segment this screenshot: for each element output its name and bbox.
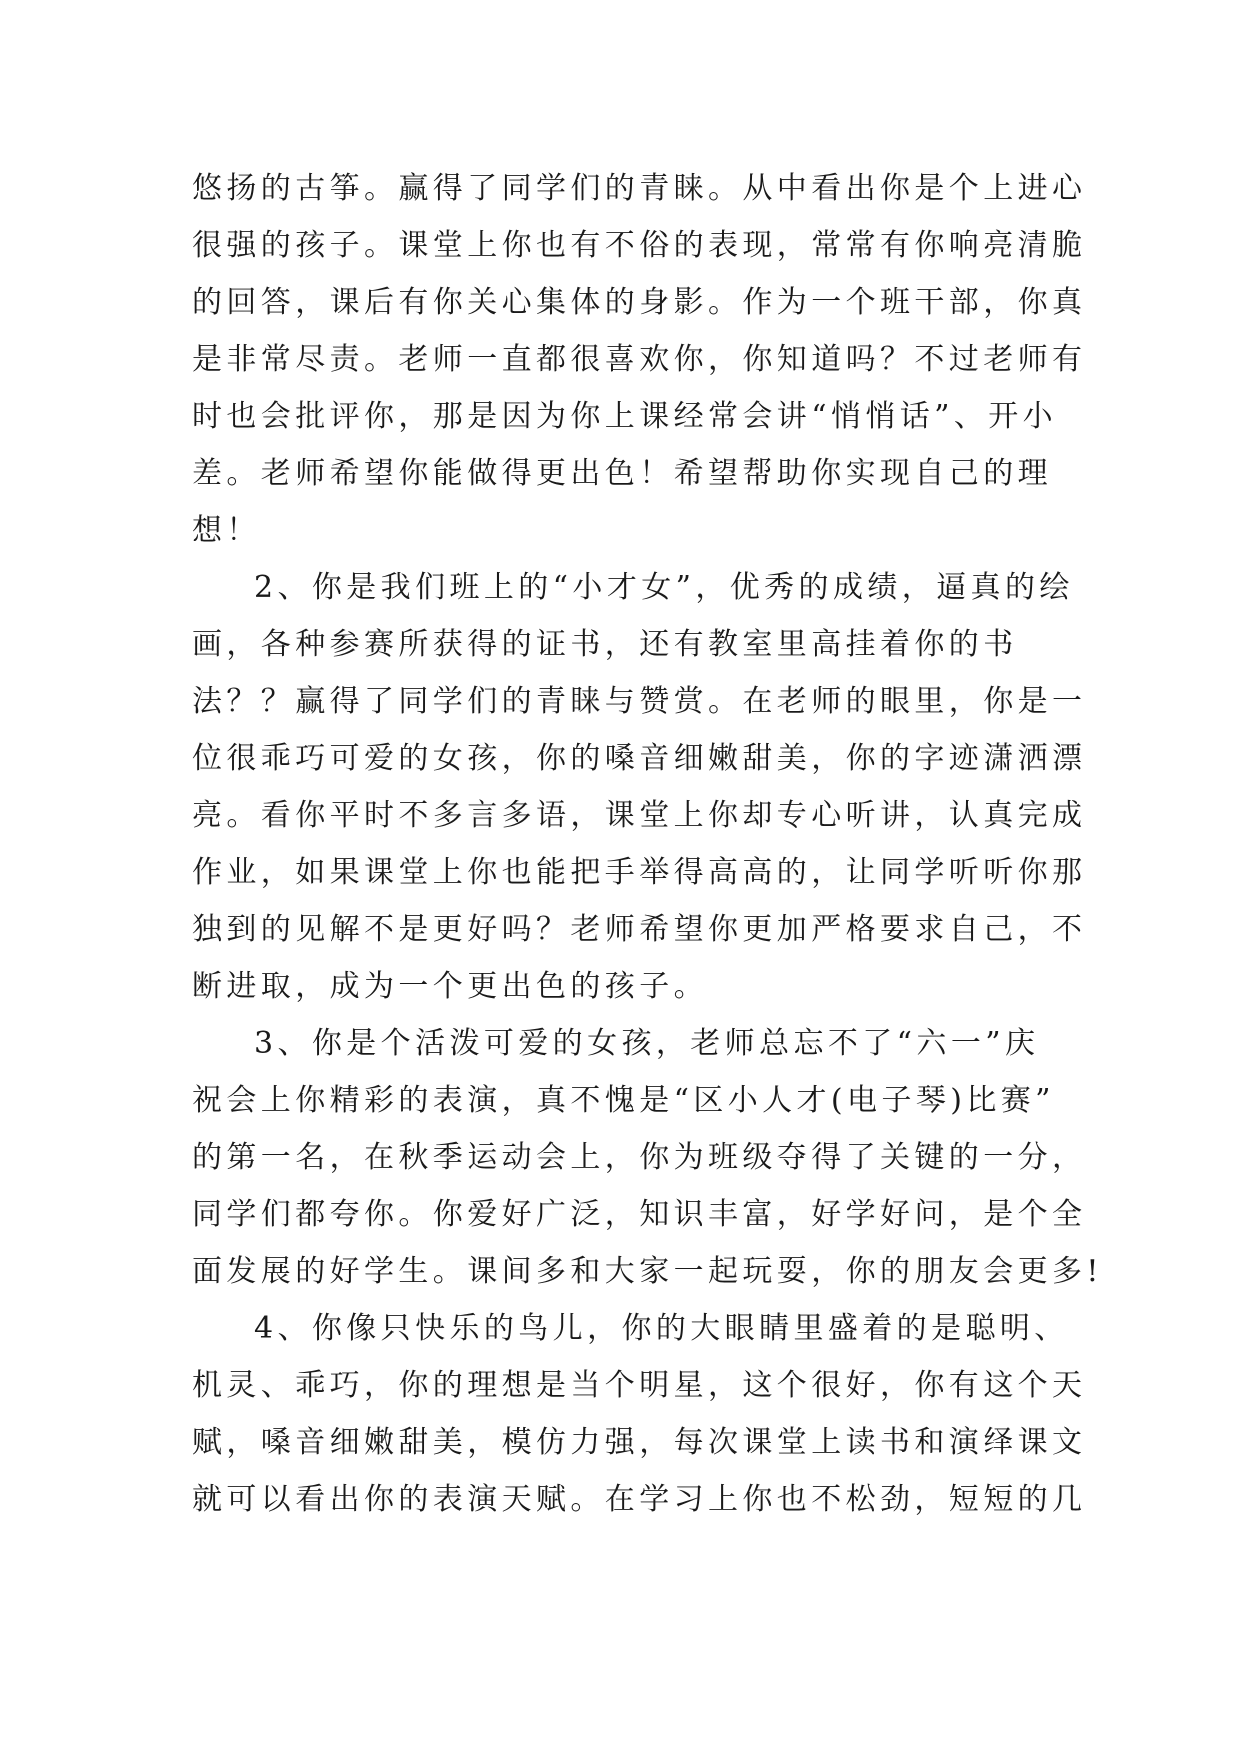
text-line: 差。老师希望你能做得更出色！希望帮助你实现自己的理 <box>192 456 1052 491</box>
document-body <box>192 160 1103 1528</box>
text-line: 的回答，课后有你关心集体的身影。作为一个班干部，你真 <box>192 285 1087 320</box>
text-line: 时也会批评你，那是因为你上课经常会讲“悄悄话”、开小 <box>192 399 1058 434</box>
text-line: 想！ <box>192 513 261 548</box>
text-line: 就可以看出你的表演天赋。在学习上你也不松劲，短短的几 <box>192 1482 1087 1517</box>
text-line: 作业，如果课堂上你也能把手举得高高的，让同学听听你那 <box>192 855 1087 890</box>
text-line: 断进取，成为一个更出色的孩子。 <box>192 969 708 1004</box>
text-line: 祝会上你精彩的表演，真不愧是“区小人才(电子琴)比赛” <box>192 1083 1055 1118</box>
text-line: 2、你是我们班上的“小才女”，优秀的成绩，逼真的绘 <box>254 570 1074 605</box>
paragraph-2 <box>192 559 1087 1015</box>
text-line: 独到的见解不是更好吗？老师希望你更加严格要求自己，不 <box>192 912 1087 947</box>
paragraph-1 <box>192 160 1087 559</box>
text-line: 机灵、乖巧，你的理想是当个明星，这个很好，你有这个天 <box>192 1368 1087 1403</box>
text-line: 4、你像只快乐的鸟儿，你的大眼睛里盛着的是聪明、 <box>254 1311 1069 1346</box>
text-line: 面发展的好学生。课间多和大家一起玩耍，你的朋友会更多! <box>192 1254 1103 1289</box>
text-line: 法？？赢得了同学们的青睐与赞赏。在老师的眼里，你是一 <box>192 684 1087 719</box>
paragraph-3 <box>192 1015 1103 1300</box>
text-line: 的第一名，在秋季运动会上，你为班级夺得了关键的一分， <box>192 1140 1087 1175</box>
text-line: 位很乖巧可爱的女孩，你的嗓音细嫩甜美，你的字迹潇洒漂 <box>192 741 1087 776</box>
text-line: 赋，嗓音细嫩甜美，模仿力强，每次课堂上读书和演绎课文 <box>192 1425 1087 1460</box>
text-line: 是非常尽责。老师一直都很喜欢你，你知道吗？不过老师有 <box>192 342 1087 377</box>
paragraph-4 <box>192 1300 1087 1528</box>
text-line: 画，各种参赛所获得的证书，还有教室里高挂着你的书 <box>192 627 1018 662</box>
text-line: 悠扬的古筝。赢得了同学们的青睐。从中看出你是个上进心 <box>192 171 1087 206</box>
text-line: 很强的孩子。课堂上你也有不俗的表现，常常有你响亮清脆 <box>192 228 1087 263</box>
text-line: 亮。看你平时不多言多语，课堂上你却专心听讲，认真完成 <box>192 798 1087 833</box>
text-line: 同学们都夸你。你爱好广泛，知识丰富，好学好问，是个全 <box>192 1197 1087 1232</box>
text-line: 3、你是个活泼可爱的女孩，老师总忘不了“六一”庆 <box>254 1026 1040 1061</box>
